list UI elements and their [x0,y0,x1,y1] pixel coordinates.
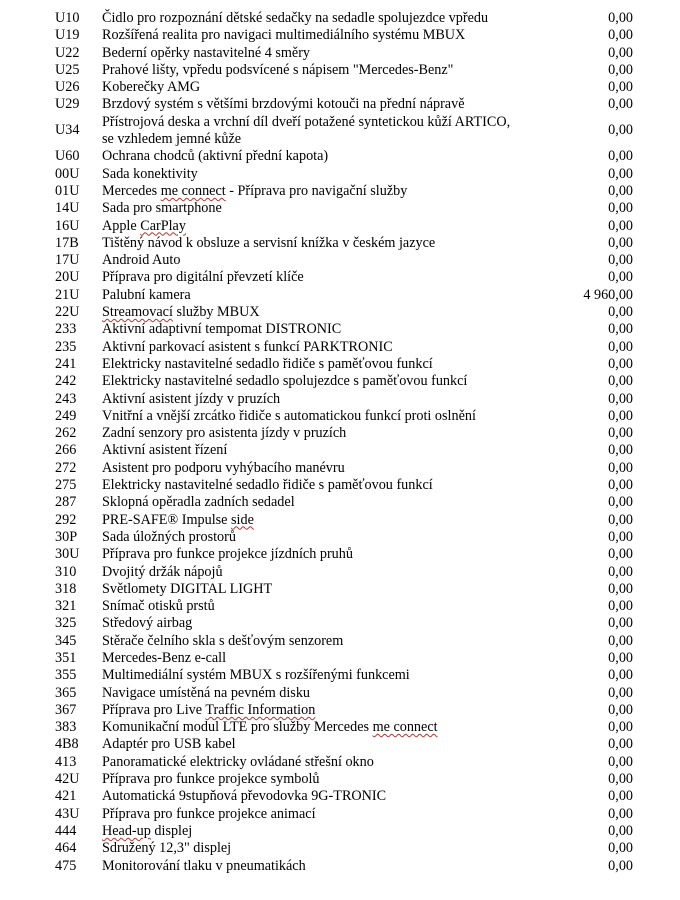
option-code: 292 [55,511,77,528]
option-row [0,339,680,356]
option-row [0,96,680,113]
text-segment: Stěrače čelního skla s dešťovým senzorem [102,632,344,649]
option-price: 0,00 [608,771,633,788]
option-code: 249 [55,407,77,424]
text-segment: - Příprava pro navigační služby [225,182,408,199]
text-segment: Zadní senzory pro asistenta jízdy v pruzích [102,425,347,442]
option-price: 0,00 [608,79,633,96]
option-code: U34 [55,122,80,139]
option-description [102,408,553,425]
option-description [102,425,553,442]
text-segment: Apple [102,217,141,234]
option-price: 0,00 [608,857,633,874]
text-segment: Mercedes [102,182,161,199]
option-description [102,200,553,217]
option-row [0,425,680,442]
text-segment: Elektricky nastavitelné sedadlo spolujezdce s paměťovou funkcí [102,373,468,390]
option-description [102,96,553,113]
option-row [0,114,680,149]
option-code: 243 [55,390,77,407]
option-row [0,27,680,44]
option-description [102,667,553,684]
text-segment: Příprava pro Live [102,701,206,718]
option-row [0,615,680,632]
option-description [102,269,553,286]
option-row [0,62,680,79]
text-segment: Světlomety DIGITAL LIGHT [102,580,273,597]
option-price: 0,00 [608,477,633,494]
option-row [0,806,680,823]
option-code: U10 [55,10,80,26]
option-price: 0,00 [608,27,633,44]
text-segment: Příprava pro funkce projekce symbolů [102,771,320,788]
text-segment: Adaptér pro USB kabel [102,736,236,753]
option-description [102,823,553,840]
option-code: 444 [55,822,77,839]
option-description [102,858,553,875]
option-code: U60 [55,148,80,165]
option-price: 4 960,00 [583,286,633,303]
option-price: 0,00 [608,304,633,321]
text-segment: Příprava pro funkce projekce jízdních pruhů [102,546,353,563]
option-code: 43U [55,805,80,822]
option-row [0,771,680,788]
option-row [0,166,680,183]
option-description [102,148,553,165]
option-price: 0,00 [608,736,633,753]
option-price: 0,00 [608,822,633,839]
text-segment: Android Auto [102,252,181,269]
text-segment: Rozšířená realita pro navigaci multimediálního systému MBUX [102,27,466,44]
option-code: 22U [55,304,80,321]
option-code: 266 [55,442,77,459]
text-segment: Monitorování tlaku v pneumatikách [102,857,306,874]
option-row [0,840,680,857]
option-description [102,615,553,632]
text-segment: Bederní opěrky nastavitelné 4 směry [102,44,311,61]
option-code: 00U [55,165,80,182]
option-code: 21U [55,286,80,303]
option-row [0,287,680,304]
option-code: 30U [55,546,80,563]
option-price: 0,00 [608,44,633,61]
text-segment: PRE-SAFE® Impulse [102,511,232,528]
option-code: 421 [55,788,77,805]
option-description [102,581,553,598]
option-row [0,529,680,546]
option-price: 0,00 [608,390,633,407]
option-description [102,685,553,702]
option-row [0,373,680,390]
option-price: 0,00 [608,598,633,615]
option-code: 355 [55,667,77,684]
option-description [102,10,553,27]
option-code: 16U [55,217,80,234]
option-code: 272 [55,459,77,476]
option-description [102,442,553,459]
option-code: 383 [55,719,77,736]
option-code: 345 [55,632,77,649]
option-price: 0,00 [608,148,633,165]
option-code: 321 [55,598,77,615]
text-segment: Panoramatické elektricky ovládané střešní okno [102,753,374,770]
option-price: 0,00 [608,563,633,580]
option-price: 0,00 [608,425,633,442]
option-price: 0,00 [608,200,633,217]
text-segment: Vnitřní a vnější zrcátko řidiče s automatickou funkcí proti oslnění [102,407,476,424]
option-row [0,788,680,805]
option-price: 0,00 [608,580,633,597]
text-segment: Multimediální systém MBUX s rozšířenými funkcemi [102,667,410,684]
option-price: 0,00 [608,338,633,355]
option-price: 0,00 [608,10,633,26]
text-segment: se vzhledem jemné kůže [102,131,242,148]
option-row [0,10,680,27]
option-row [0,702,680,719]
text-segment: Sada konektivity [102,165,198,182]
option-row [0,858,680,875]
option-description [102,719,553,736]
option-description [102,391,553,408]
text-segment: Sada úložných prostorů [102,528,236,545]
option-price: 0,00 [608,719,633,736]
option-description [102,840,553,857]
option-price: 0,00 [608,667,633,684]
option-price: 0,00 [608,788,633,805]
option-row [0,650,680,667]
option-description [102,633,553,650]
option-code: 30P [55,528,78,545]
text-segment: Elektricky nastavitelné sedadlo řidiče s paměťovou funkcí [102,477,433,494]
option-description [102,477,553,494]
option-price: 0,00 [608,122,633,139]
option-row [0,442,680,459]
text-segment: Navigace umístěná na pevném disku [102,684,311,701]
option-description [102,356,553,373]
option-description [102,529,553,546]
option-code: U19 [55,27,80,44]
option-code: 310 [55,563,77,580]
option-description [102,771,553,788]
option-code: U25 [55,61,80,78]
option-description [102,287,553,304]
option-code: 17U [55,252,80,269]
option-description [102,218,553,235]
option-code: 4B8 [55,736,79,753]
option-description [102,494,553,511]
option-price: 0,00 [608,252,633,269]
option-row [0,269,680,286]
option-row [0,356,680,373]
option-description [102,564,553,581]
option-price: 0,00 [608,217,633,234]
option-price: 0,00 [608,355,633,372]
option-description [102,512,553,529]
text-segment: Čidlo pro rozpoznání dětské sedačky na sedadle spolujezdce vpředu [102,10,489,26]
misspelled-text: me connect [372,719,438,736]
option-row [0,304,680,321]
option-description [102,252,553,269]
option-code: 365 [55,684,77,701]
misspelled-text: Traffic Information [205,701,316,718]
option-price: 0,00 [608,442,633,459]
option-code: 235 [55,338,77,355]
text-segment: Palubní kamera [102,286,191,303]
misspelled-text: CarPlay [140,217,186,234]
option-code: 325 [55,615,77,632]
option-code: 242 [55,373,77,390]
misspelled-text: Head-up [102,822,151,839]
option-code: 01U [55,182,80,199]
text-segment: Příprava pro funkce projekce animací [102,805,316,822]
option-row [0,183,680,200]
option-description [102,788,553,805]
text-segment: Sdružený 12,3" displej [102,840,232,857]
option-row [0,512,680,529]
option-price: 0,00 [608,615,633,632]
option-description [102,235,553,252]
text-segment: Asistent pro podporu vyhýbacího manévru [102,459,345,476]
misspelled-text: Streamovací [102,304,173,321]
option-row [0,218,680,235]
option-code: 475 [55,857,77,874]
option-row [0,235,680,252]
option-description [102,114,553,149]
option-price: 0,00 [608,182,633,199]
option-code: 262 [55,425,77,442]
text-segment: Brzdový systém s většími brzdovými kotouči na přední nápravě [102,96,465,113]
text-segment: Mercedes-Benz e-call [102,649,227,666]
option-code: 464 [55,840,77,857]
misspelled-text: side [231,511,254,528]
option-description [102,650,553,667]
option-description [102,460,553,477]
option-price: 0,00 [608,511,633,528]
text-segment: Elektricky nastavitelné sedadlo řidiče s paměťovou funkcí [102,355,433,372]
option-row [0,252,680,269]
option-row [0,736,680,753]
option-row [0,546,680,563]
option-price: 0,00 [608,649,633,666]
option-row [0,564,680,581]
option-row [0,477,680,494]
option-row [0,719,680,736]
option-description [102,321,553,338]
option-row [0,823,680,840]
option-row [0,581,680,598]
text-segment: Snímač otisků prstů [102,598,215,615]
option-row [0,754,680,771]
option-price: 0,00 [608,459,633,476]
option-code: 275 [55,477,77,494]
option-code: 20U [55,269,80,286]
option-code: 42U [55,771,80,788]
text-segment: Prahové lišty, vpředu podsvícené s nápisem "Mercedes-Benz" [102,61,454,78]
option-code: U29 [55,96,80,113]
option-row [0,321,680,338]
option-description [102,183,553,200]
text-segment: Sada pro smartphone [102,200,222,217]
option-description [102,79,553,96]
option-description [102,339,553,356]
option-price: 0,00 [608,753,633,770]
text-segment: Tištěný návod k obsluze a servisní knížka v českém jazyce [102,234,436,251]
option-description [102,754,553,771]
text-segment: Středový airbag [102,615,193,632]
option-row [0,79,680,96]
text-segment: Koberečky AMG [102,79,201,96]
option-description [102,546,553,563]
option-description [102,45,553,62]
option-code: U26 [55,79,80,96]
option-description [102,736,553,753]
option-row [0,45,680,62]
option-description [102,166,553,183]
option-description [102,806,553,823]
option-price: 0,00 [608,234,633,251]
option-price: 0,00 [608,684,633,701]
option-row [0,460,680,477]
option-description [102,62,553,79]
text-segment: Přístrojová deska a vrchní díl dveří potažené syntetickou kůží ARTICO, [102,113,511,130]
option-code: 287 [55,494,77,511]
option-price: 0,00 [608,840,633,857]
text-segment: Aktivní asistent řízení [102,442,228,459]
option-code: 233 [55,321,77,338]
text-segment: Komunikační modul LTE pro služby Mercedes [102,719,373,736]
option-row [0,391,680,408]
option-row [0,200,680,217]
text-segment: Aktivní parkovací asistent s funkcí PARKTRONIC [102,338,393,355]
option-price: 0,00 [608,373,633,390]
option-code: 318 [55,580,77,597]
text-segment: Příprava pro digitální převzetí klíče [102,269,304,286]
option-price: 0,00 [608,494,633,511]
option-row [0,494,680,511]
option-row [0,685,680,702]
text-segment: Ochrana chodců (aktivní přední kapota) [102,148,329,165]
option-row [0,408,680,425]
option-code: 351 [55,649,77,666]
option-description [102,27,553,44]
option-row [0,667,680,684]
text-segment: Aktivní asistent jízdy v pruzích [102,390,281,407]
option-code: 413 [55,753,77,770]
text-segment: Aktivní adaptivní tempomat DISTRONIC [102,321,342,338]
option-price: 0,00 [608,96,633,113]
option-price: 0,00 [608,61,633,78]
option-price: 0,00 [608,165,633,182]
option-price: 0,00 [608,546,633,563]
option-code: 14U [55,200,80,217]
option-row [0,598,680,615]
option-price: 0,00 [608,269,633,286]
option-code: 367 [55,701,77,718]
option-row [0,148,680,165]
text-segment: Sklopná opěradla zadních sedadel [102,494,295,511]
option-description [102,304,553,321]
option-description [102,598,553,615]
options-price-table [0,10,680,875]
text-segment: Automatická 9stupňová převodovka 9G-TRONIC [102,788,387,805]
option-row [0,633,680,650]
option-description [102,373,553,390]
misspelled-text: me connect [160,182,226,199]
option-price: 0,00 [608,701,633,718]
option-code: 241 [55,355,77,372]
option-code: 17B [55,234,79,251]
option-price: 0,00 [608,407,633,424]
option-price: 0,00 [608,528,633,545]
option-description [102,702,553,719]
text-segment: displej [150,822,193,839]
option-code: U22 [55,44,80,61]
option-price: 0,00 [608,632,633,649]
text-segment: služby MBUX [172,304,260,321]
option-price: 0,00 [608,805,633,822]
option-price: 0,00 [608,321,633,338]
text-segment: Dvojitý držák nápojů [102,563,223,580]
